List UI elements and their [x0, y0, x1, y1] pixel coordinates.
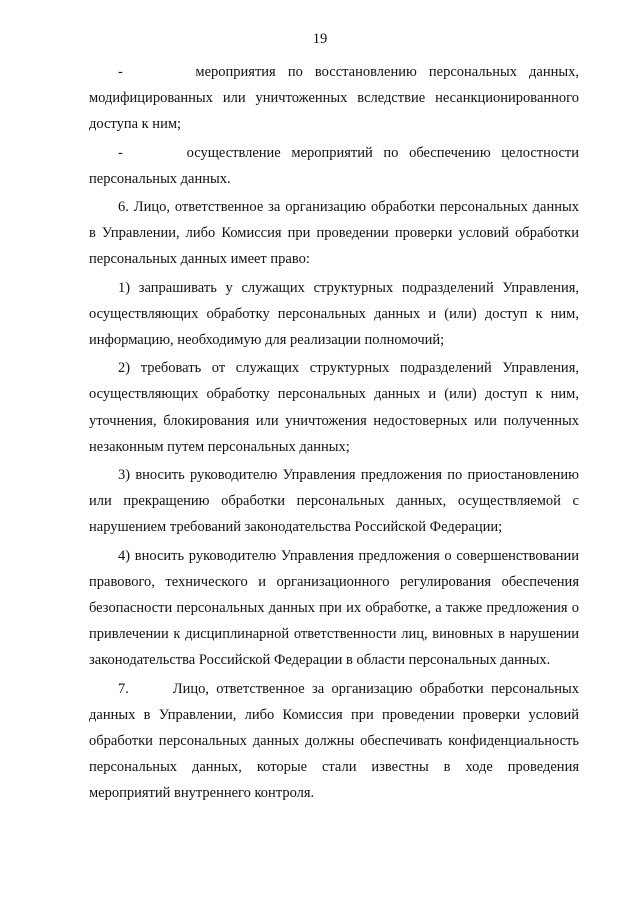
- page-number: 19: [312, 31, 328, 47]
- paragraph-subitem-2: 2) требовать от служащих структурных подразделений Управления, осуществляющих обработку персональных данных и (или) доступ к ним, уточнения, блокирования или уничтожения недостоверных или полученных незаконным путем персональных данных;: [89, 360, 579, 455]
- paragraph-item-7: 7. Лицо, ответственное за организацию обработки персональных данных в Управлении, либо Комиссия при проведении проверки условий обработки персональных данных должны обеспечивать конфиденциальность персональных данных, которые стали известны в ходе проведения мероприятий внутреннего контроля.: [89, 680, 579, 802]
- document-body: [89, 59, 579, 807]
- paragraph-subitem-1: 1) запрашивать у служащих структурных подразделений Управления, осуществляющих обработку персональных данных и (или) доступ к ним, информацию, необходимую для реализации полномочий;: [89, 279, 579, 349]
- paragraph-subitem-4: 4) вносить руководителю Управления предложения о совершенствовании правового, технического и организационного регулирования обеспечения безопасности персональных данных при их обработке, а также предложения о привлечении к дисциплинарной ответственности лиц, виновных в нарушении законодательства Российской Федерации в области персональных данных.: [89, 547, 579, 669]
- paragraph-bullet-restore-data: - мероприятия по восстановлению персональных данных, модифицированных или уничтоженных вследствие несанкционированного доступа к ним;: [89, 64, 579, 133]
- paragraph-bullet-integrity: - осуществление мероприятий по обеспечению целостности персональных данных.: [89, 144, 579, 187]
- paragraph-subitem-3: 3) вносить руководителю Управления предложения по приостановлению или прекращению обработки персональных данных, осуществляемой с нарушением требований законодательства Российской Федерации;: [89, 467, 579, 536]
- paragraph-item-6: 6. Лицо, ответственное за организацию обработки персональных данных в Управлении, либо Комиссия при проведении проверки условий обработки персональных данных имеет право:: [89, 199, 579, 268]
